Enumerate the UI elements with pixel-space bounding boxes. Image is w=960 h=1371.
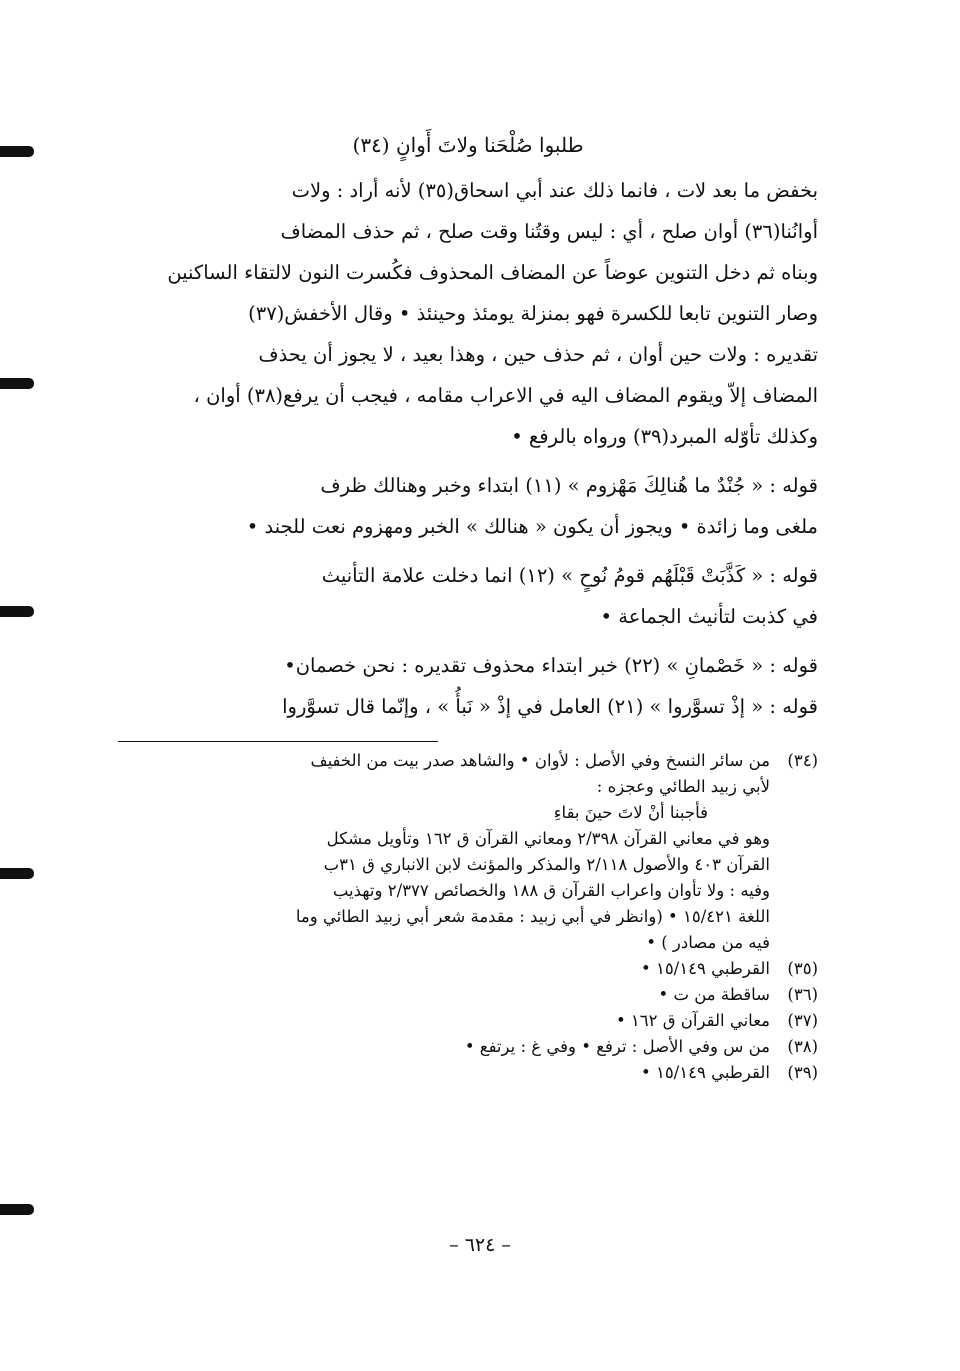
footnote-39 bbox=[118, 1060, 818, 1086]
text-line: وكذلك تأوّله المبرد(٣٩) ورواه بالرفع • bbox=[511, 425, 818, 448]
footnote-text: القرطبي ١٥/١٤٩ • bbox=[640, 1063, 770, 1082]
paragraph-3 bbox=[118, 555, 818, 637]
text-line: وبناه ثم دخل التنوين عوضاً عن المضاف المحذوف فكُسرت النون لالتقاء الساكنين bbox=[167, 261, 818, 284]
page-number: – ٦٢٤ – bbox=[449, 1234, 511, 1256]
margin-mark bbox=[0, 146, 34, 157]
footnote-38 bbox=[118, 1034, 818, 1060]
footnotes bbox=[118, 748, 818, 1086]
footnote-number: (٣٨) bbox=[787, 1037, 818, 1056]
footnote-37 bbox=[118, 1008, 818, 1034]
footnote-text: القرآن ٤٠٣ والأصول ٢/١١٨ والمذكر والمؤنث لابن الانباري ق ٣١ب bbox=[323, 855, 770, 874]
text-line: وصار التنوين تابعا للكسرة فهو بمنزلة يومئذ وحينئذ • وقال الأخفش(٣٧) bbox=[248, 302, 818, 325]
footnote-number: (٣٦) bbox=[787, 985, 818, 1004]
footnote-number: (٣٧) bbox=[787, 1011, 818, 1030]
text-line: ملغى وما زائدة • ويجوز أن يكون « هنالك » الخبر ومهزوم نعت للجند • bbox=[246, 515, 818, 538]
footnote-text: لأبي زبيد الطائي وعجزه : bbox=[596, 777, 770, 796]
footnote-number: (٣٤) bbox=[787, 751, 818, 770]
poem-line: فأجبنا أنْ لاتَ حينَ بقاءِ bbox=[553, 803, 708, 822]
footnote-text: ساقطة من ت • bbox=[658, 985, 770, 1004]
footnote-text: وهو في معاني القرآن ٢/٣٩٨ ومعاني القرآن ق ١٦٢ وتأويل مشكل bbox=[326, 829, 770, 848]
margin-mark bbox=[0, 868, 34, 879]
page-body bbox=[118, 118, 818, 1086]
text-line: قوله : « خَصْمانِ » (٢٢) خبر ابتداء محذوف تقديره : نحن خصمان• bbox=[284, 654, 818, 677]
footnote-text: اللغة ١٥/٤٢١ • (وانظر في أبي زبيد : مقدمة شعر أبي زبيد الطائي وما bbox=[295, 907, 770, 926]
footnote-text: فيه من مصادر ) • bbox=[646, 933, 770, 952]
footnote-34 bbox=[118, 748, 818, 774]
footnote-divider bbox=[118, 741, 438, 742]
text-line: تقديره : ولات حين أوان ، ثم حذف حين ، وهذا بعيد ، لا يجوز أن يحذف bbox=[258, 343, 818, 366]
text-line: قوله : « جُنْدٌ ما هُنالِكَ مَهْزوم » (١١) ابتداء وخبر وهنالك ظرف bbox=[320, 474, 818, 497]
footnote-text: من س وفي الأصل : ترفع • وفي غ : يرتفع • bbox=[464, 1037, 770, 1056]
text-line: المضاف إلاّ ويقوم المضاف اليه في الاعراب مقامه ، فيجب أن يرفع(٣٨) أوان ، bbox=[193, 384, 818, 407]
footnote-number: (٣٥) bbox=[787, 959, 818, 978]
footnote-number: (٣٩) bbox=[787, 1063, 818, 1082]
paragraph-2 bbox=[118, 465, 818, 547]
text-line: في كذبت لتأنيث الجماعة • bbox=[600, 605, 818, 628]
text-line: أوانُنا(٣٦) أوان صلح ، أي : ليس وقتُنا وقت صلح ، ثم حذف المضاف bbox=[280, 220, 818, 243]
verse-heading: طلبوا صُلْحَنا ولاتَ أَوانٍ (٣٤) bbox=[352, 133, 584, 157]
text-line: قوله : « إذْ تسوَّروا » (٢١) العامل في إذْ « نَبأُ » ، وإنّما قال تسوَّروا bbox=[282, 695, 818, 718]
paragraph-4 bbox=[118, 645, 818, 727]
footnote-text: من سائر النسخ وفي الأصل : لأوان • والشاهد صدر بيت من الخفيف bbox=[310, 751, 770, 770]
margin-mark bbox=[0, 1204, 34, 1215]
text-line: بخفض ما بعد لات ، فانما ذلك عند أبي اسحاق(٣٥) لأنه أراد : ولات bbox=[291, 179, 818, 202]
margin-mark bbox=[0, 378, 34, 389]
footnote-35 bbox=[118, 956, 818, 982]
footnote-text: معاني القرآن ق ١٦٢ • bbox=[615, 1011, 770, 1030]
margin-mark bbox=[0, 606, 34, 617]
footnote-36 bbox=[118, 982, 818, 1008]
footnote-text: وفيه : ولا تأوان واعراب القرآن ق ١٨٨ والخصائص ٢/٣٧٧ وتهذيب bbox=[332, 881, 770, 900]
footnote-text: القرطبي ١٥/١٤٩ • bbox=[640, 959, 770, 978]
paragraph-1 bbox=[118, 170, 818, 457]
text-line: قوله : « كَذَّبَتْ قَبْلَهُم قومُ نُوحٍ » (١٢) انما دخلت علامة التأنيث bbox=[321, 564, 818, 587]
